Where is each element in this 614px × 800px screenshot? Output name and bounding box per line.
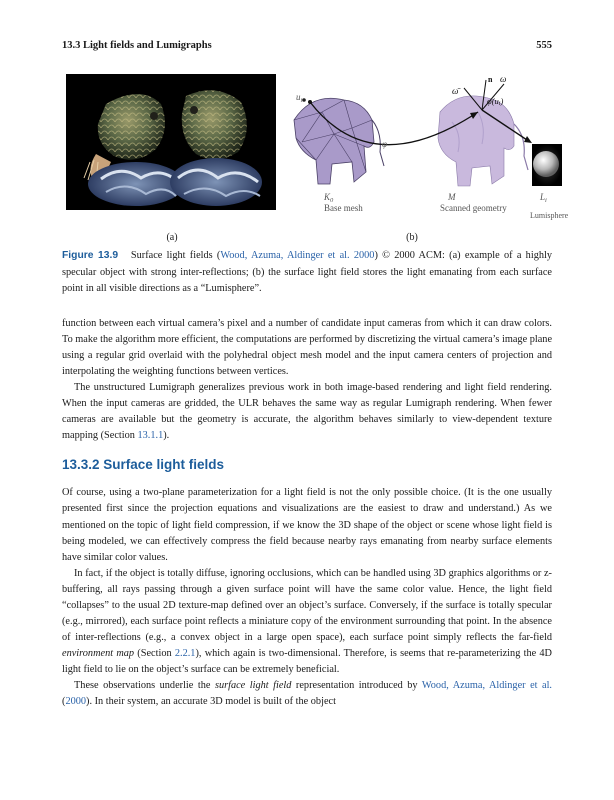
running-header <box>62 40 552 51</box>
label-li: $L_i$ <box>540 192 547 204</box>
label-omega: ω <box>500 74 507 84</box>
section-ref-2-2-1[interactable]: 2.2.1 <box>174 647 196 659</box>
label-n: n <box>488 75 493 84</box>
paragraph-5: These observations underlie the surface light field representation introduced by Wood, Azuma, Aldinger et al. (2000). In their system, an accurate 3D model is built of the object <box>62 679 552 708</box>
citation-year-link[interactable]: 2000 <box>65 696 87 708</box>
running-title: 13.3 Light fields and Lumigraphs <box>62 40 212 51</box>
paragraph-1: function between each virtual camera’s pixel and a number of candidate input cameras from which it can draw colors. To make the algorithm more efficient, the computations are performed by discretizing the virtual camera’s image plane using a regular grid overlaid with the polyhedral object mesh model and the input camera centers of projection and interpolating the weighting functions between vertices. <box>62 318 553 378</box>
label-k0: $K_0$ <box>324 192 334 204</box>
subfigure-label-a: (a) <box>166 232 178 243</box>
label-base-mesh: Base mesh <box>324 203 363 213</box>
figure-13-9 <box>62 72 569 243</box>
figure-caption: Figure 13.9 Surface light fields (Wood, Azuma, Aldinger et al. 2000) © 2000 ACM: (a) example of a highly specular object with strong inter-reflections; (b) the surface light field stores the light emanating from each surface point in all visible directions as a “Lumisphere”. <box>62 250 553 294</box>
section-heading: 13.3.2 Surface light fields <box>62 457 225 473</box>
label-lumisphere: Lumisphere <box>530 211 569 220</box>
page-number: 555 <box>536 40 552 51</box>
subfigure-label-b: (b) <box>406 232 418 243</box>
label-omega-bar: ω̄ <box>452 86 459 96</box>
label-phi-ui: φ(ui) <box>487 96 504 107</box>
label-phi: φ <box>382 139 387 149</box>
section-ref-13-1-1[interactable]: 13.1.1 <box>137 430 164 442</box>
paragraph-3: Of course, using a two-plane parameterization for a light field is not the only possible choice. (It is the one usually presented first since the projection equations and visualizations are the easiest to draw and understand.) As we mentioned on the topic of light field compression, if we know the 3D shape of the object or scene whose light field is being modeled, we can effectively compress the field because nearby rays emanating from nearby surface elements have similar color values. <box>62 487 552 563</box>
paragraph-2: The unstructured Lumigraph generalizes previous work in both image-based rendering and light field rendering. When the input cameras are gridded, the ULR behaves the same way as regular Lumigraph rendering. When fewer cameras are available but the geometry is accurate, the algorithm behaves similarly to view-dependent texture mapping (Section 13.1.1). <box>62 382 552 442</box>
specular-object-photo <box>66 74 276 210</box>
lumisphere-sphere <box>533 151 559 177</box>
citation-wood-link[interactable]: Wood, Azuma, Aldinger et al. <box>421 679 552 691</box>
label-m: M <box>448 192 456 202</box>
body-text <box>62 316 552 710</box>
surface-light-field-diagram <box>282 72 569 222</box>
label-ui: $u_i$ <box>296 92 303 104</box>
paragraph-4: In fact, if the object is totally diffuse, ignoring occlusions, which can be handled using 3D graphics algorithms or z-buffering, all rays passing through a given surface point will have the same color value. Hence, the light field “collapses” to the usual 2D texture-map defined over an object’s surface. Conversely, if the surface is totally specular (e.g., mirrored), each surface point reflects a miniature copy of the environment surrounding that point. In the absence of inter-reflections (e.g., a convex object in a large open space), each surface point simply reflects the far-field environment map (Section 2.2.1), which again is two-dimensional. Therefore, is seems that re-parameterizing the 4D light field to lie on the object’s surface can be extremely beneficial. <box>62 567 552 675</box>
figure-label: Figure 13.9 <box>62 250 119 261</box>
base-mesh-elephant <box>294 98 384 184</box>
label-scanned-geometry: Scanned geometry <box>440 203 507 213</box>
caption-citation-link[interactable]: Wood, Azuma, Aldinger et al. 2000 <box>220 250 375 261</box>
